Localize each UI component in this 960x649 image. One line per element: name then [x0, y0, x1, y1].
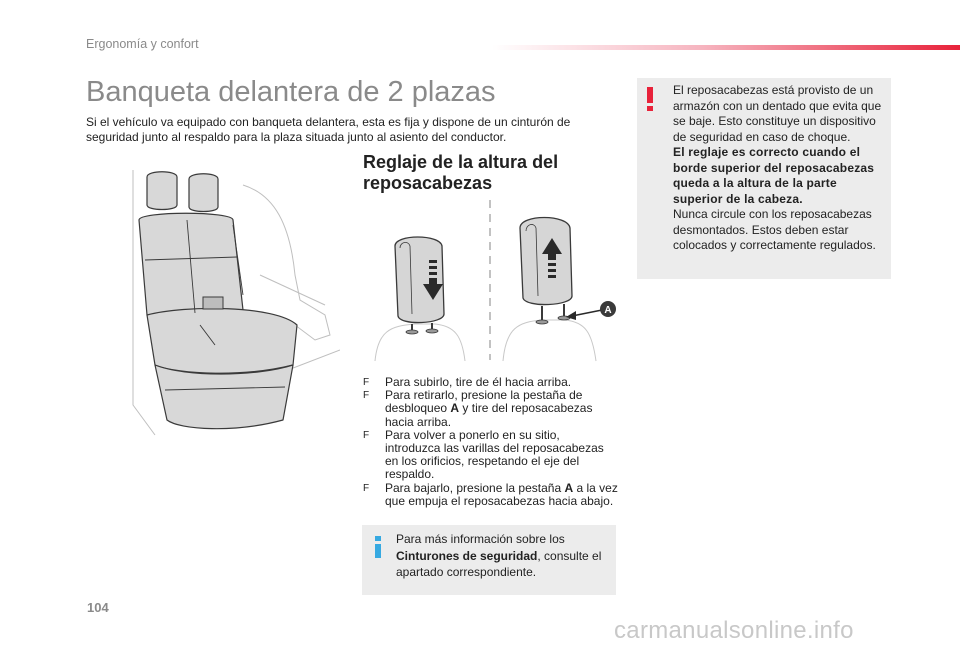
section-header: Ergonomía y confort: [86, 37, 199, 51]
info-text: Para más información sobre los Cinturones de seguridad, consulte el apartado correspondiente.: [396, 532, 602, 579]
page-number: 104: [87, 600, 109, 615]
bench-seat-illustration: [125, 165, 340, 440]
bullet-icon: F: [363, 390, 370, 402]
page-title: Banqueta delantera de 2 plazas: [86, 76, 496, 108]
warning-icon: [645, 86, 655, 112]
instruction-item: F Para subirlo, tire de él hacia arriba.: [363, 375, 572, 389]
header-accent-line: [492, 45, 960, 50]
warning-text: El reposacabezas está provisto de un armazón con un dentado que evita que se baje. Esto constituye un dispositivo de seguridad en caso de choque. El reglaje es correcto cuando el borde superior del reposacabezas queda a la altura de la parte superior de la cabeza. Nunca circule con los reposacabezas desmontados. Estos deben estar colocados y correctamente regulados.: [673, 83, 882, 252]
instruction-item: F Para bajarlo, presione la pestaña A a la vez que empuja el reposacabezas hacia abajo.: [363, 480, 618, 508]
intro-paragraph: Si el vehículo va equipado con banqueta delantera, esta es fija y dispone de un cinturón de seguridad junto al respaldo para la plaza situada junto al asiento del conductor.: [86, 115, 571, 144]
callout-label-a: A: [604, 305, 612, 316]
section-title: Reglaje de la altura del reposacabezas: [363, 152, 559, 193]
watermark: carmanualsonline.info: [614, 617, 854, 644]
info-box: [362, 525, 616, 595]
bullet-icon: F: [363, 482, 370, 494]
instruction-list: [363, 376, 618, 508]
instruction-item: F Para volver a ponerlo en su sitio, introduzca las varillas del reposacabezas en los orificios, respetando el eje del respaldo.: [363, 427, 604, 482]
bullet-icon: F: [363, 377, 370, 388]
warning-box: [637, 78, 891, 279]
instruction-item: F Para retirarlo, presione la pestaña de desbloqueo A y tire del reposacabezas hacia arriba.: [363, 388, 593, 429]
info-icon: [370, 535, 386, 559]
headrest-adjustment-illustration: [370, 196, 620, 362]
bullet-icon: F: [363, 429, 370, 441]
